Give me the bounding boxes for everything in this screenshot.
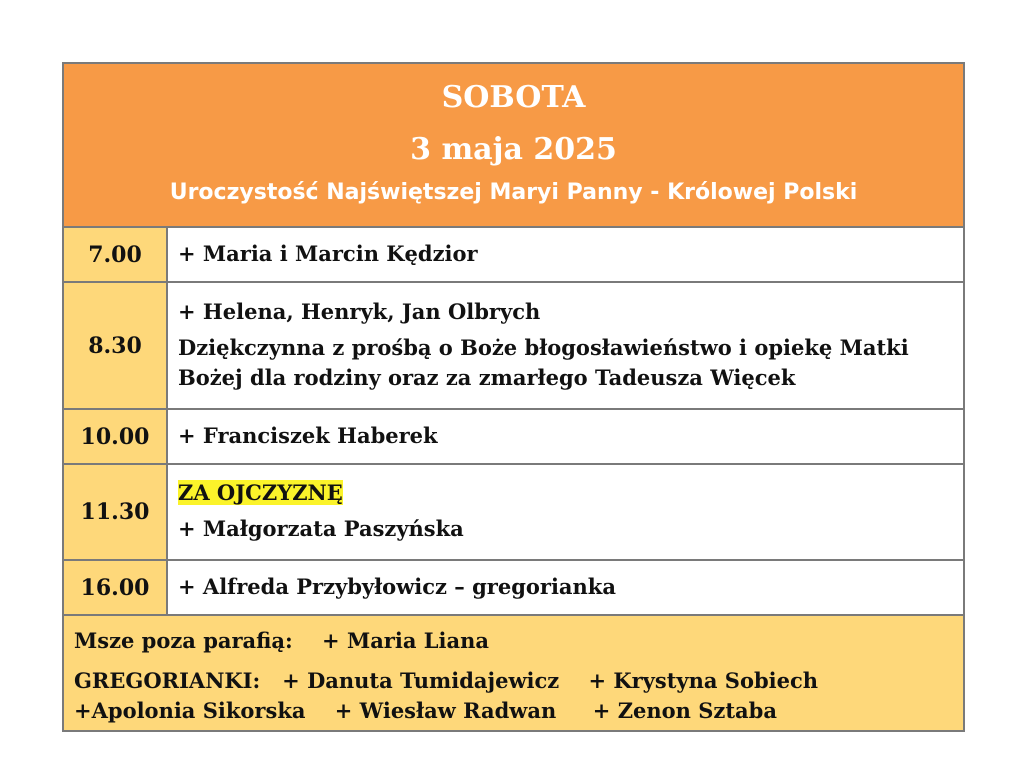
intention: + Alfreda Przybyłowicz – gregorianka: [178, 573, 616, 599]
intention: + Małgorzata Paszyńska: [178, 516, 464, 541]
outside-parish-label: Msze poza parafią:: [74, 628, 293, 653]
feast-title: Uroczystość Najświętszej Maryi Panny - Królowej Polski: [169, 180, 858, 205]
gregorian-names: + Danuta Tumidajewicz + Krystyna Sobiech: [282, 668, 819, 693]
highlighted-intention: ZA OJCZYZNĘ: [178, 480, 343, 505]
mass-row-1000: [64, 410, 963, 465]
intention: + Helena, Henryk, Jan Olbrych: [178, 298, 541, 324]
mass-row-1600: [64, 561, 963, 616]
mass-row-0700: [64, 228, 963, 283]
mass-time: 11.30: [64, 465, 168, 559]
intention: Dziękczynna z prośbą o Boże błogosławieństwo i opiekę Matki Bożej dla rodziny oraz za zmarłego Tadeusza Więcek: [178, 334, 909, 390]
mass-intentions: [168, 410, 963, 463]
intention: + Maria i Marcin Kędzior: [178, 240, 478, 266]
intention: + Franciszek Haberek: [178, 422, 438, 448]
gregorian-line: [74, 666, 953, 696]
mass-intentions: [168, 283, 963, 408]
schedule-header: [64, 64, 963, 228]
schedule-footer: [64, 616, 963, 730]
mass-time: 8.30: [64, 283, 168, 408]
mass-time: 7.00: [64, 228, 168, 281]
date-title: 3 maja 2025: [410, 132, 617, 167]
mass-time: 10.00: [64, 410, 168, 463]
mass-intentions: [168, 465, 963, 559]
mass-row-1130: [64, 465, 963, 561]
day-title: SOBOTA: [441, 80, 586, 115]
outside-parish-names: + Maria Liana: [322, 628, 489, 653]
mass-intentions: [168, 228, 963, 281]
gregorian-line: [74, 696, 953, 726]
mass-schedule-table: [62, 62, 965, 732]
gregorian-label: GREGORIANKI:: [74, 668, 261, 693]
mass-intentions: [168, 561, 963, 614]
mass-time: 16.00: [64, 561, 168, 614]
outside-parish-line: [74, 626, 953, 656]
gregorian-names: +Apolonia Sikorska + Wiesław Radwan + Zenon Sztaba: [74, 698, 777, 723]
intention: [178, 478, 953, 508]
mass-row-0830: [64, 283, 963, 410]
